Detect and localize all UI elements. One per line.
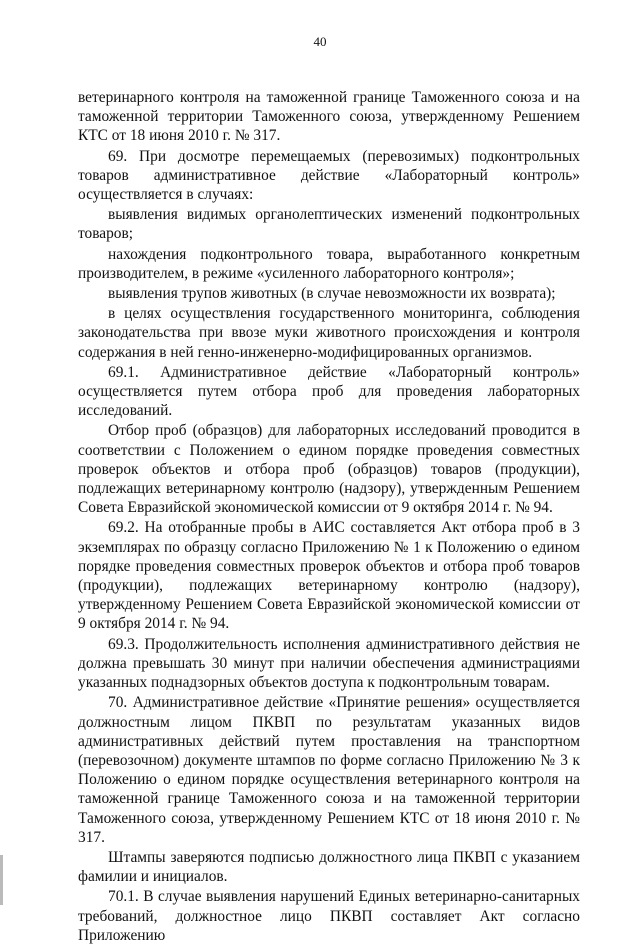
paragraph: 69.3. Продолжительность исполнения административного действия не должна превышать 30 минут при наличии обеспечения администрациями указанных поднадзорных объектов доступа к подконтрольным товарам.: [78, 635, 580, 692]
paragraph: в целях осуществления государственного мониторинга, соблюдения законодательства при ввозе муки животного происхождения и контроля содержания в ней генно-инженерно-модифицированных организмов.: [78, 305, 580, 361]
page-number: 40: [313, 34, 327, 49]
paragraph: выявления видимых органолептических изменений подконтрольных товаров;: [78, 206, 580, 243]
paragraph: 69.1. Административное действие «Лабораторный контроль» осуществляется путем отбора проб для проведения лабораторных исследований.: [78, 363, 580, 420]
scan-edge-shadow: [0, 855, 3, 905]
paragraph: Отбор проб (образцов) для лабораторных исследований проводится в соответствии с Положением о едином порядке проведения совместных проверок объектов и отбора проб (образцов) товаров (продукции), подлежащих ветеринарному контролю (надзору), утвержденным Решением Совета Евразийской экономической комиссии от 9 октября 2014 г. № 94.: [78, 422, 580, 517]
document-body: [78, 88, 580, 946]
paragraph: 70. Административное действие «Принятие решения» осуществляется должностным лицом ПКВП по результатам указанных видов административных действий путем проставления на транспортном (перевозочном) документе штампов по форме согласно Приложению № 3 к Положению о едином порядке осуществления ветеринарного контроля на таможенной границе Таможенного союза и на таможенной территории Таможенного союза, утвержденному Решением КТС от 18 июня 2010 г. № 317.: [78, 694, 580, 846]
paragraph: 69.2. На отобранные пробы в АИС составляется Акт отбора проб в 3 экземплярах по образцу согласно Приложению № 1 к Положению о едином порядке проведения совместных проверок объектов и отбора проб товаров (продукции), подлежащих ветеринарному контролю (надзору), утвержденному Решением Совета Евразийской экономической комиссии от 9 октября 2014 г. № 94.: [78, 519, 580, 633]
paragraph: 69. При досмотре перемещаемых (перевозимых) подконтрольных товаров административное действие «Лабораторный контроль» осуществляется в случаях:: [78, 147, 580, 204]
paragraph: Штампы заверяются подписью должностного лица ПКВП с указанием фамилии и инициалов.: [78, 848, 580, 886]
paragraph: ветеринарного контроля на таможенной границе Таможенного союза и на таможенной территории Таможенного союза, утвержденному Решением КТС от 18 июня 2010 г. № 317.: [78, 89, 580, 145]
paragraph: 70.1. В случае выявления нарушений Единых ветеринарно-санитарных требований, должностное лицо ПКВП составляет Акт согласно Приложению: [78, 888, 580, 944]
paragraph: нахождения подконтрольного товара, выработанного конкретным производителем, в режиме «усиленного лабораторного контроля»;: [78, 245, 580, 282]
paragraph: выявления трупов животных (в случае невозможности их возврата);: [108, 285, 556, 303]
